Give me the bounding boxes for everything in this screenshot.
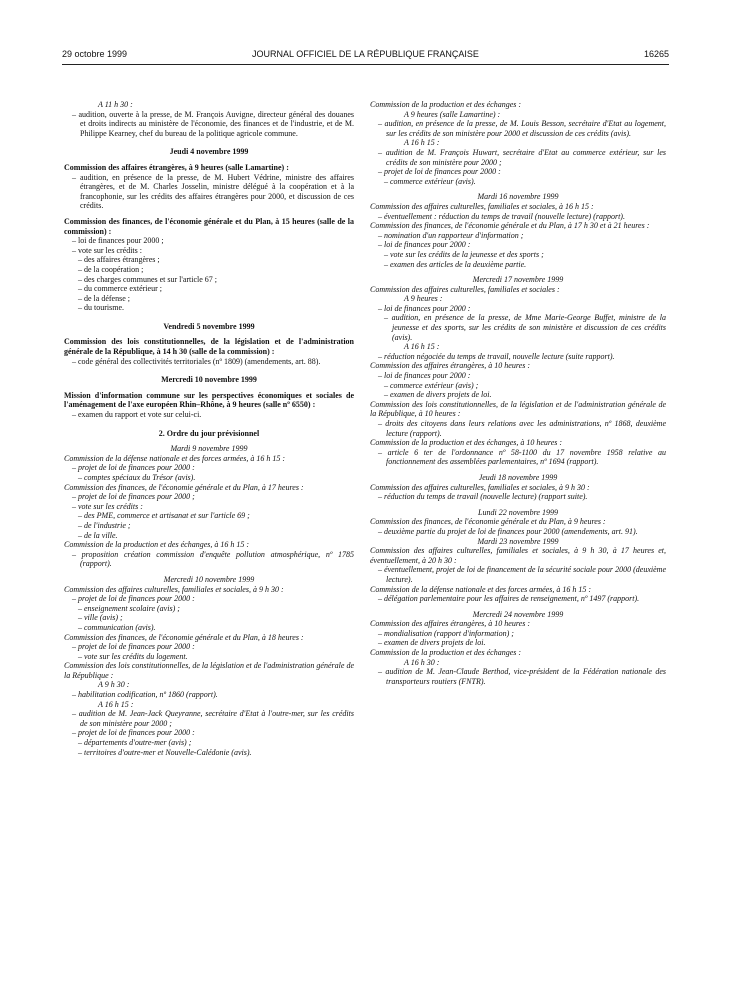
left-column-line: – code général des collectivités territoriales (nº 1809) (amendements, art. 88). — [72, 356, 321, 366]
left-column-line: – ville (avis) ; — [78, 613, 123, 623]
right-column-line: Commission des affaires culturelles, familiales et sociales, à 9 h 30 : — [370, 482, 590, 492]
right-column-line: Commission de la production et des échanges : — [370, 648, 522, 658]
right-column-line: Commission de la défense nationale et des forces armées, à 16 h 15 : — [370, 584, 592, 594]
left-column-line: – loi de finances pour 2000 ; — [72, 236, 164, 246]
right-column-line: – loi de finances pour 2000 : — [378, 303, 471, 313]
left-column-line: – projet de loi de finances pour 2000 : — [72, 594, 195, 604]
right-column-line: Commission des affaires culturelles, familiales et sociales : — [370, 284, 560, 294]
header-rule — [62, 64, 669, 65]
right-column-line: Lundi 22 novembre 1999 — [478, 507, 558, 517]
right-column-line: – réduction négociée du temps de travail, nouvelle lecture (suite rapport). — [378, 351, 615, 361]
left-column-line: Commission des finances, de l'économie générale et du Plan, à 15 heures (salle de la commission) : — [64, 216, 354, 236]
left-column-line: – examen du rapport et vote sur celui-ci. — [72, 410, 202, 420]
right-column-line: Commission des affaires culturelles, familiales et sociales, à 9 h 30, à 17 heures et, éventuellement, à 20 h 30 : — [370, 546, 666, 565]
left-column-line: Commission des finances, de l'économie générale et du Plan, à 18 heures : — [64, 632, 304, 642]
right-column-line: – droits des citoyens dans leurs relations avec les administrations, nº 1868, deuxième lecture (rapport). — [378, 419, 666, 438]
right-column-line: Commission de la production et des échanges : — [370, 100, 522, 109]
right-column-line: – examen de divers projets de loi. — [384, 390, 492, 400]
right-column-line: Commission des affaires culturelles, familiales et sociales, à 16 h 15 : — [370, 201, 594, 211]
right-column-line: – éventuellement, projet de loi de financement de la sécurité sociale pour 2000 (deuxième lecture). — [378, 565, 666, 584]
right-column-line: – loi de finances pour 2000 : — [378, 371, 471, 381]
left-column-line: – du commerce extérieur ; — [78, 284, 162, 294]
right-column-line: – éventuellement : réduction du temps de travail (nouvelle lecture) (rapport). — [378, 211, 625, 221]
left-column-line: – enseignement scolaire (avis) ; — [78, 603, 180, 613]
left-column-line: Commission des affaires étrangères, à 9 heures (salle Lamartine) : — [64, 162, 289, 172]
left-column-line: A 16 h 15 : — [98, 699, 134, 709]
left-column-line: Vendredi 5 novembre 1999 — [163, 321, 255, 331]
left-column-line: A 11 h 30 : — [98, 100, 133, 109]
left-column-line: Mercredi 10 novembre 1999 — [161, 375, 257, 385]
left-column-line: – proposition création commission d'enquête pollution atmosphérique, nº 1785 (rapport). — [72, 549, 354, 569]
left-column-line: – territoires d'outre-mer et Nouvelle-Calédonie (avis). — [78, 747, 252, 757]
header-page-number: 16265 — [643, 49, 669, 59]
left-column-line: – de l'industrie ; — [78, 520, 131, 530]
right-column-line: – audition de M. Jean-Claude Berthod, vice-président de la Fédération nationale des transporteurs routiers (FNTR). — [378, 667, 666, 686]
left-column-line: Jeudi 4 novembre 1999 — [169, 147, 249, 157]
right-column-line: Commission des finances, de l'économie générale et du Plan, à 9 heures : — [370, 517, 606, 527]
left-column — [64, 100, 354, 757]
right-column-line: Commission des affaires étrangères, à 10 heures : — [370, 619, 530, 629]
right-column-line: Jeudi 18 novembre 1999 — [478, 472, 558, 482]
left-column-line: – communication (avis). — [78, 622, 156, 632]
right-column-line: – projet de loi de finances pour 2000 : — [378, 167, 501, 177]
right-column-line: – loi de finances pour 2000 : — [378, 240, 471, 250]
header-journal-title: JOURNAL OFFICIEL DE LA RÉPUBLIQUE FRANÇAISE — [252, 49, 479, 59]
left-column-line: – audition, ouverte à la presse, de M. François Auvigne, directeur général des douanes et droits indirects au ministère de l'économie, des finances et de l'industrie, et de M. Philippe Kearney, chef du bureau de la politique agricole commune. — [72, 109, 354, 138]
right-column-line: – examen de divers projets de loi. — [378, 638, 486, 648]
right-column-line: – nomination d'un rapporteur d'information ; — [378, 230, 524, 240]
left-column-line: – audition de M. Jean-Jack Queyranne, secrétaire d'Etat à l'outre-mer, sur les crédits de son ministère pour 2000 ; — [72, 709, 354, 728]
right-column-line: Commission des lois constitutionnelles, de la législation et de l'administration générale de la République, à 10 heures : — [370, 399, 666, 419]
left-column-line: – des affaires étrangères ; — [78, 255, 160, 265]
left-column-line: – des charges communes et sur l'article 67 ; — [78, 274, 218, 284]
right-column-line: – commerce extérieur (avis). — [384, 176, 476, 186]
right-column-line: – audition de M. François Huwart, secrétaire d'Etat au commerce extérieur, sur les crédits de son ministère pour 2000 ; — [378, 147, 666, 167]
right-column-line: – mondialisation (rapport d'information) ; — [378, 628, 514, 638]
left-column-line: 2. Ordre du jour prévisionnel — [158, 428, 260, 438]
left-column-line: Mercredi 10 novembre 1999 — [163, 574, 255, 584]
left-column-line: – vote sur les crédits du logement. — [78, 651, 188, 661]
right-column-line: – vote sur les crédits de la jeunesse et des sports ; — [384, 249, 544, 259]
right-column-line: Mercredi 24 novembre 1999 — [472, 609, 564, 619]
right-column-line: – deuxième partie du projet de loi de finances pour 2000 (amendements, art. 91). — [378, 526, 638, 536]
left-column-line: Commission des affaires culturelles, familiales et sociales, à 9 h 30 : — [64, 584, 284, 594]
left-column-line: Mission d'information commune sur les perspectives économiques et sociales de l'aménagement de l'axe européen Rhin–Rhône, à 9 heures (salle nº 6550) : — [64, 390, 354, 410]
right-column-line: – audition, en présence de la presse, de M. Louis Besson, secrétaire d'Etat au logement, sur les crédits de son ministère pour 2000 et discussion de ces crédits (avis). — [378, 119, 666, 138]
left-column-line: A 9 h 30 : — [98, 680, 130, 690]
right-column-line: Commission des affaires étrangères, à 10 heures : — [370, 361, 530, 371]
right-column-line: Mardi 16 novembre 1999 — [477, 192, 559, 202]
right-column-line: – commerce extérieur (avis) ; — [384, 380, 479, 390]
right-column-line: Commission des finances, de l'économie générale et du Plan, à 17 h 30 et à 21 heures : — [370, 221, 650, 231]
left-column-line: – départements d'outre-mer (avis) ; — [78, 738, 192, 748]
right-column-line: – délégation parlementaire pour les affaires de renseignement, nº 1497 (rapport). — [378, 594, 640, 604]
right-column-line: Mercredi 17 novembre 1999 — [472, 275, 564, 285]
right-column-line: – réduction du temps de travail (nouvelle lecture) (rapport suite). — [378, 492, 588, 502]
left-column-line: – projet de loi de finances pour 2000 : — [72, 642, 195, 652]
left-column-line: – des PME, commerce et artisanat et sur l'article 69 ; — [78, 511, 250, 521]
left-column-line: Commission des finances, de l'économie générale et du Plan, à 17 heures : — [64, 482, 304, 492]
left-column-line: – vote sur les crédits : — [72, 245, 142, 255]
right-column-line: A 9 heures : — [404, 294, 443, 304]
header-date: 29 octobre 1999 — [62, 49, 128, 59]
right-column — [370, 100, 666, 686]
right-column-line: Commission de la production et des échanges, à 10 heures : — [370, 438, 563, 448]
left-column-line: – de la défense ; — [78, 293, 130, 303]
right-column-line: A 16 h 30 : — [404, 657, 440, 667]
right-column-line: – audition, en présence de la presse, de Mme Marie-George Buffet, ministre de la jeunesse et des sports, sur les crédits de son ministère et discussion de ces crédits (avis). — [384, 313, 666, 342]
left-column-line: Mardi 9 novembre 1999 — [170, 444, 248, 454]
right-column-line: – article 6 ter de l'ordonnance nº 58-1100 du 17 novembre 1958 relative au fonctionnement des assemblées parlementaires, nº 1694 (rapport). — [378, 447, 666, 467]
left-column-line: – de la ville. — [78, 530, 118, 540]
left-column-line: – projet de loi de finances pour 2000 ; — [72, 492, 195, 502]
right-column-line: – examen des articles de la deuxième partie. — [384, 259, 527, 269]
left-column-line: – de la coopération ; — [78, 264, 144, 274]
left-column-line: Commission des lois constitutionnelles, de la législation et de l'administration générale de la République : — [64, 661, 354, 680]
left-column-line: – audition, en présence de la presse, de M. Hubert Védrine, ministre des affaires étrangères, et de M. Charles Josselin, ministre délégué à la coopération et à la francophonie, sur les crédits des affaires étrangères pour 2000, et discussion de ces crédits. — [72, 172, 354, 211]
left-column-line: – comptes spéciaux du Trésor (avis). — [78, 473, 196, 482]
left-column-line: – projet de loi de finances pour 2000 : — [72, 463, 195, 473]
right-column-line: A 9 heures (salle Lamartine) : — [404, 109, 501, 119]
right-column-line: A 16 h 15 : — [404, 342, 440, 352]
left-column-line: Commission de la production et des échanges, à 16 h 15 : — [64, 540, 250, 550]
left-column-line: – vote sur les crédits : — [72, 501, 143, 511]
left-column-line: – habilitation codification, nº 1860 (rapport). — [72, 690, 218, 700]
left-column-line: – du tourisme. — [78, 303, 124, 313]
left-column-line: Commission des lois constitutionnelles, de la législation et de l'administration générale de la République, à 14 h 30 (salle de la commission) : — [64, 337, 354, 357]
right-column-line: A 16 h 15 : — [404, 138, 440, 148]
right-column-line: Mardi 23 novembre 1999 — [477, 536, 559, 546]
left-column-line: – projet de loi de finances pour 2000 : — [72, 728, 195, 738]
page-header — [62, 49, 669, 63]
left-column-line: Commission de la défense nationale et des forces armées, à 16 h 15 : — [64, 453, 286, 463]
